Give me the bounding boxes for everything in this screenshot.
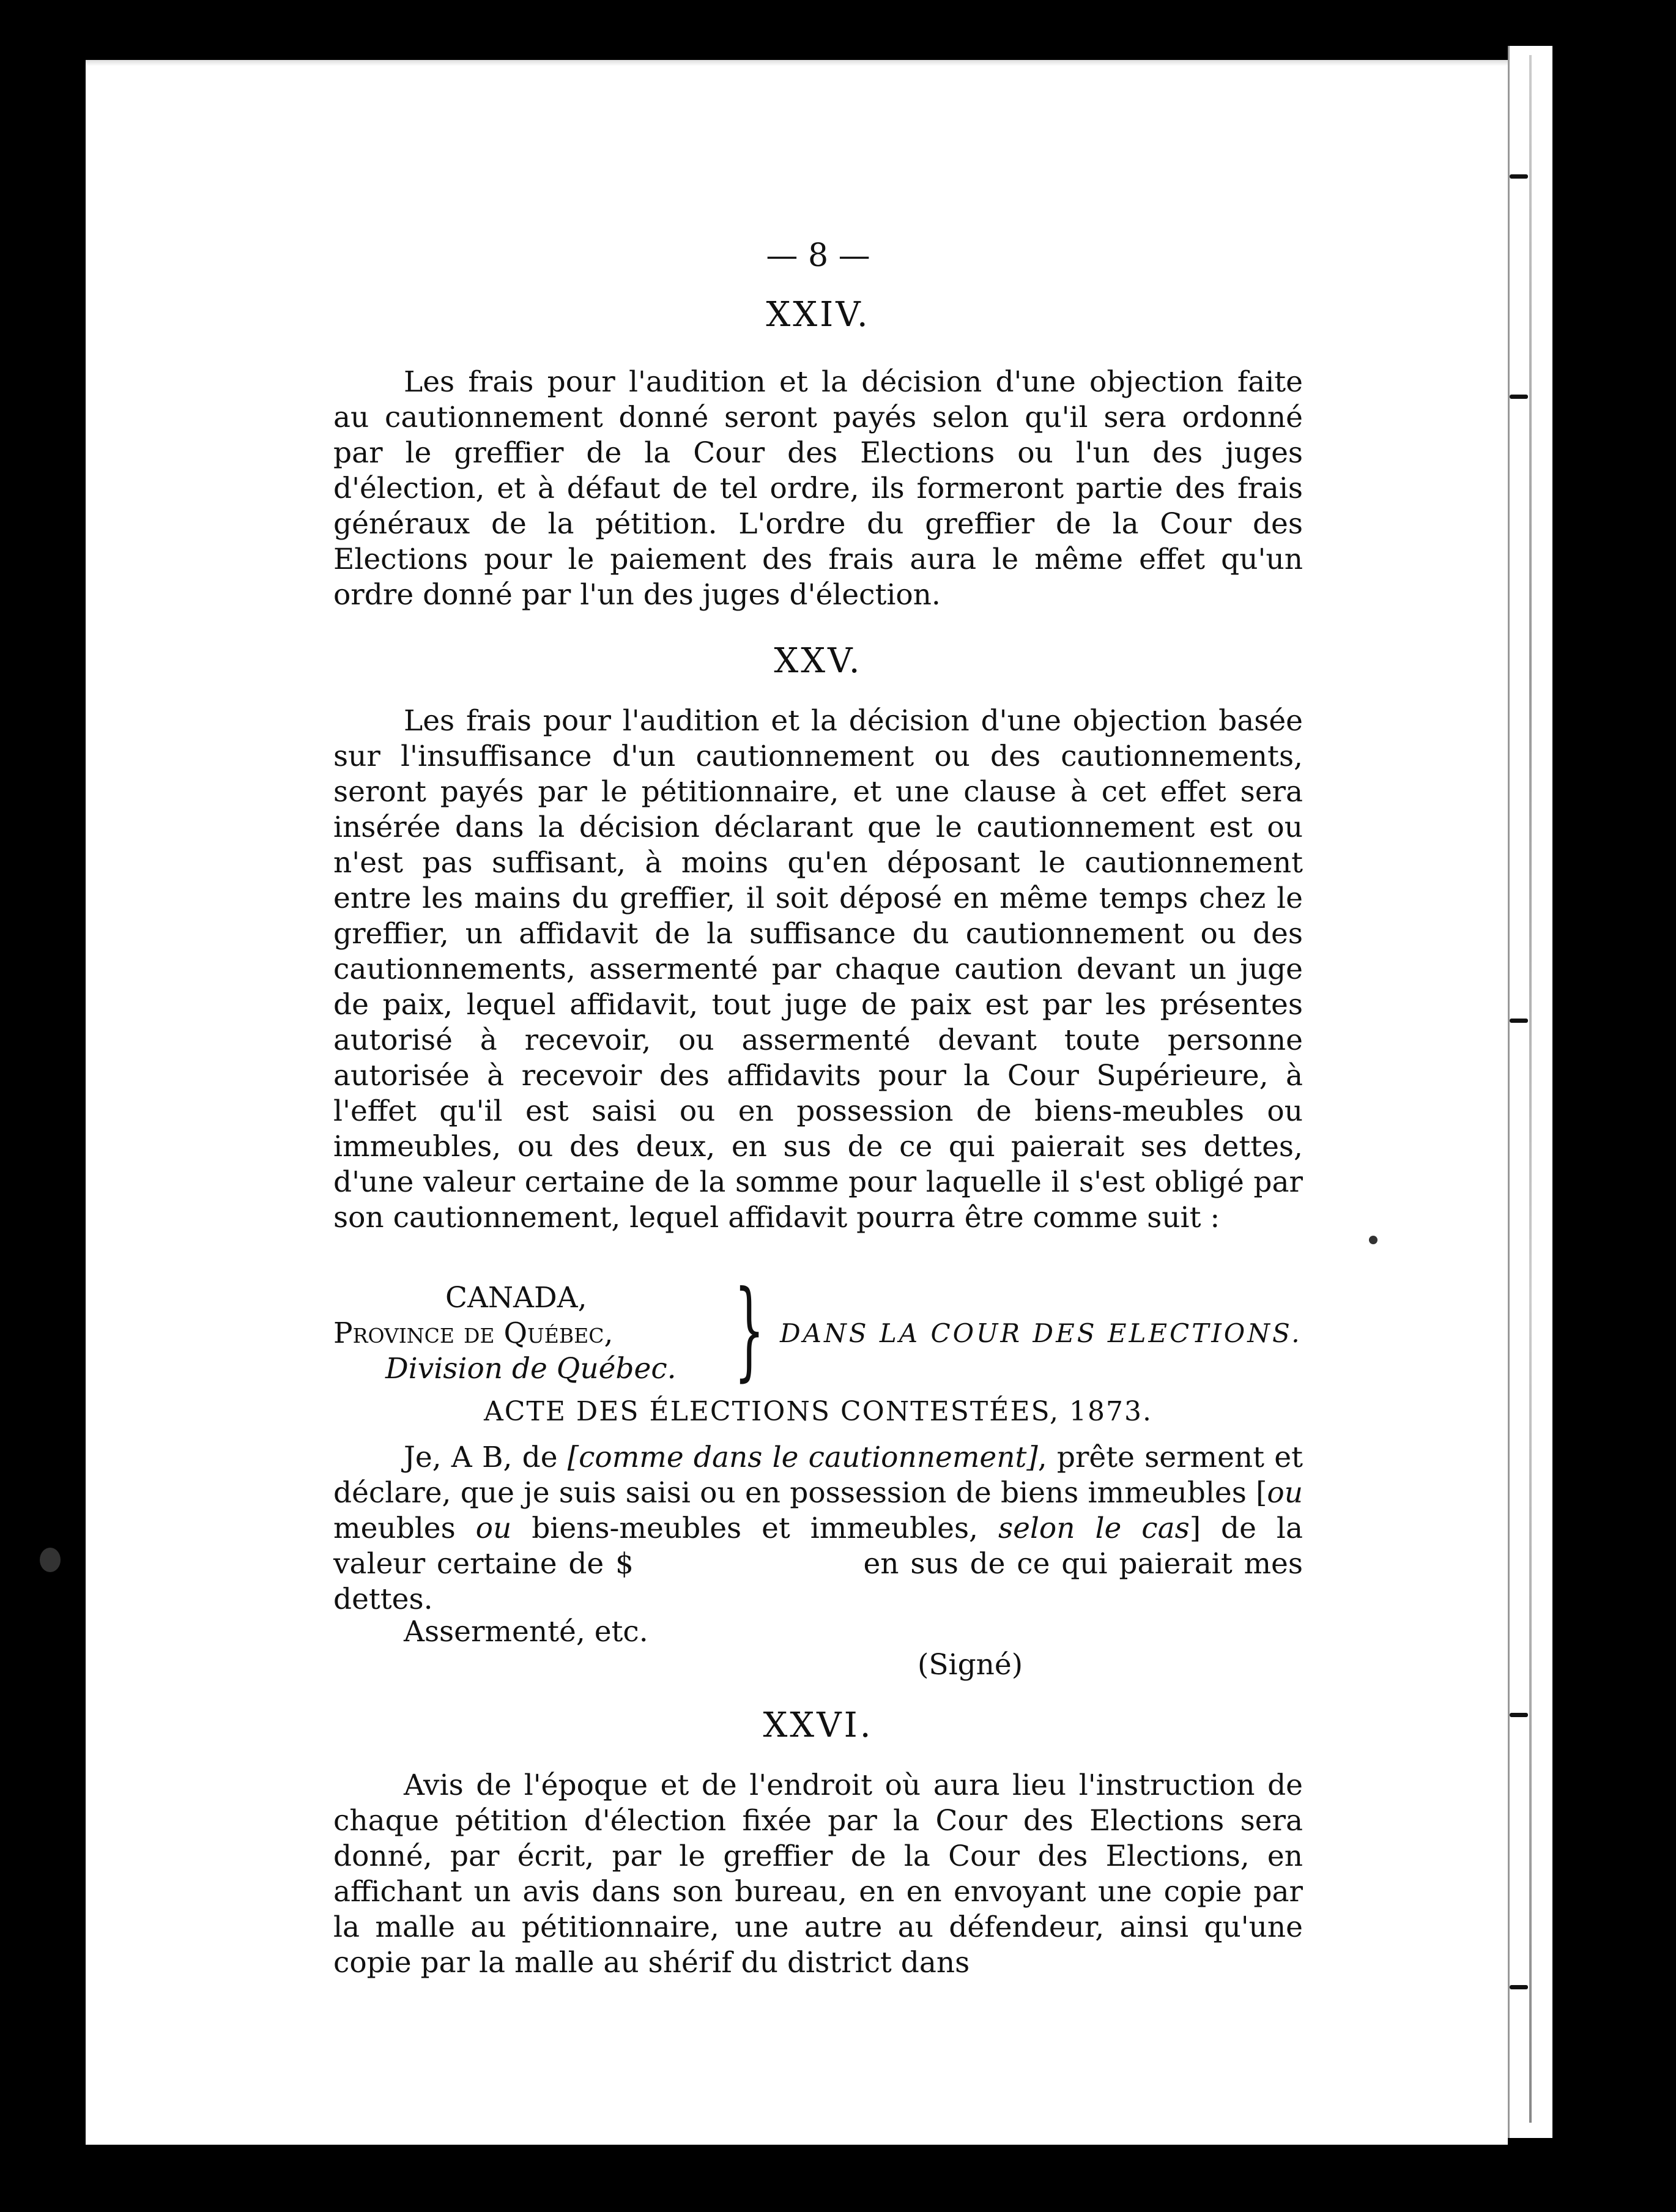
section-xxvi-text [333,1768,1303,1981]
oath-part: meubles [333,1512,476,1545]
oath-part: biens-meubles et immeubles, [511,1512,998,1545]
oath-text [333,1440,1312,1617]
binding-mark [1510,395,1528,399]
ink-speck [1369,1236,1378,1244]
section-xxv-text [333,703,1303,1236]
binding-mark [1510,1713,1528,1717]
binding-mark [1510,1019,1528,1023]
paragraph: Les frais pour l'audition et la décision d'une objection basée sur l'insuffisance d'un cautionnement ou des cautionnements, seront payés par le pétitionnaire, et une clause à cet effet sera insérée dans la décision déclarant que le cautionnement est ou n'est pas suffisant, à moins qu'en déposant le cautionnement entre les mains du greffier, il soit déposé en même temps chez le greffier, un affidavit de la suffisance du cautionnement ou des cautionnements, assermenté par chaque caution devant un juge de paix, lequel affidavit, tout juge de paix est par les présentes autorisé à recevoir, ou assermenté devant toute personne autorisée à recevoir des affidavits pour la Cour Supérieure, à l'effet qu'il est saisi ou en possession de biens-meubles ou immeubles, ou des deux, en sus de ce qui paierait ses dettes, d'une valeur certaine de la somme pour laquelle il s'est obligé par son cautionnement, lequel affidavit pourra être comme suit : [333,704,1303,1234]
page-number: — 8 — [766,237,870,274]
brace-glyph: } [734,1268,765,1392]
court-name: DANS LA COUR DES ELECTIONS. [780,1318,1302,1348]
fold-crease [1529,55,1532,2123]
sworn-line: Assermenté, etc. [404,1615,648,1649]
act-title: ACTE DES ÉLECTIONS CONTESTÉES, 1873. [484,1396,1152,1427]
section-xxiv-text [333,365,1303,613]
oath-bracket: [comme dans le cautionnement] [567,1441,1038,1474]
jurisdiction-lines [333,1280,737,1387]
page-top-edge [86,60,1508,66]
binding-mark [1510,1985,1528,1989]
paragraph: Avis de l'époque et de l'endroit où aura lieu l'instruction de chaque pétition d'élection fixée par la Cour des Elections sera donné, par écrit, par le greffier de la Cour des Elections, en affichant un avis dans son bureau, en en envoyant une copie par la malle au pétitionnaire, une autre au défendeur, ainsi qu'une copie par la malle au shérif du district dans [333,1768,1303,1980]
province-line: Province de Québec, [333,1316,614,1350]
oath-intro: Je, A B, de [404,1441,568,1474]
section-heading-xxv: XXV. [774,641,862,681]
country-line: CANADA, [445,1281,587,1315]
paragraph: Les frais pour l'audition et la décision d'une objection faite au cautionnement donné seront payés selon qu'il sera ordonné par le greffier de la Cour des Elections ou l'un des juges d'élection, et à défaut de tel ordre, ils formeront partie des frais généraux de la pétition. L'ordre du greffier de la Cour des Elections pour le paiement des frais aura le même effet qu'un ordre donné par l'un des juges d'élection. [333,365,1303,612]
oath-or: ou [475,1512,512,1545]
section-heading-xxvi: XXVI. [763,1705,873,1745]
oath-or: ou [1267,1476,1303,1510]
oath-selon: selon le cas [998,1512,1190,1545]
division-line: Division de Québec. [385,1352,677,1386]
binding-mark [1510,174,1528,179]
signed-line: (Signé) [918,1648,1023,1682]
oath-part: , prête serment et déclare, que je suis saisi ou en possession de biens immeubles [ [333,1441,1303,1510]
ink-speck [40,1548,61,1572]
section-heading-xxiv: XXIV. [766,295,870,335]
oath-paragraph [333,1440,1312,1617]
oath-part: ] de la valeur certaine de $ en sus de ce qui paierait mes dettes. [333,1512,1312,1616]
